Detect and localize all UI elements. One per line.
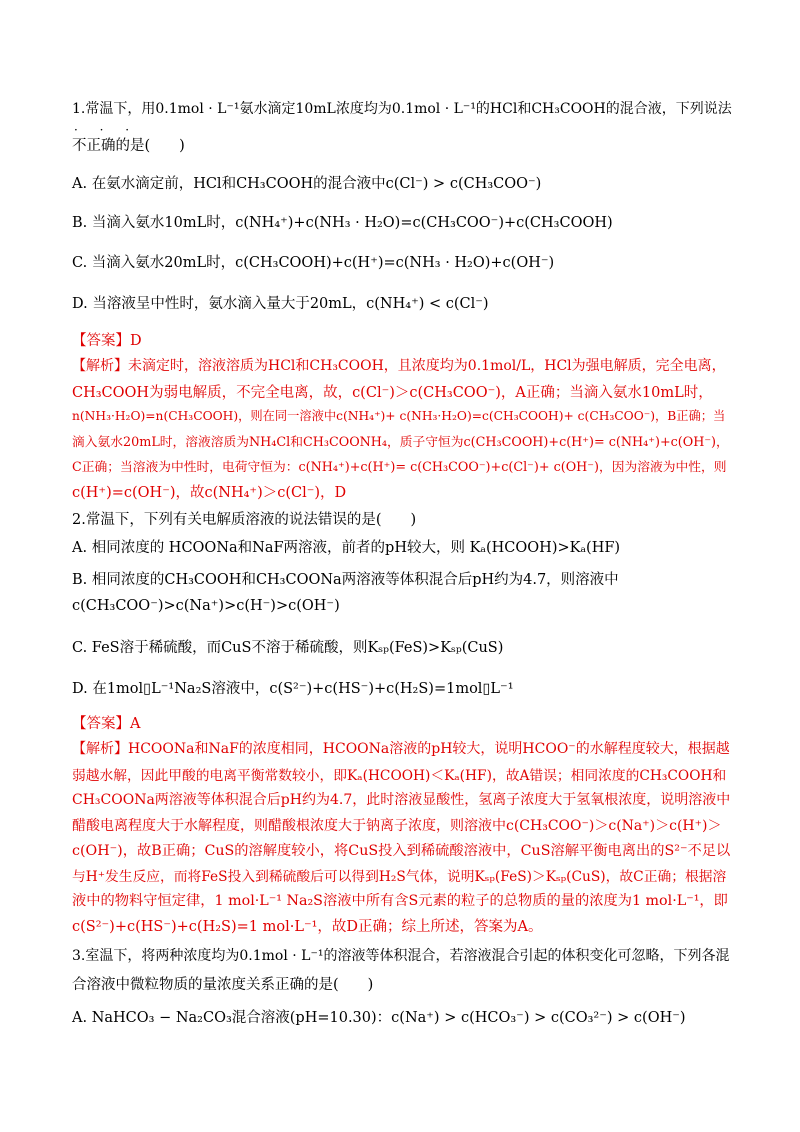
q1-analysis-line: 滴入氨水20mL时，溶液溶质为NH₄Cl和CH₃COONH₄，质子守恒为c(CH₃COOH)+c(H⁺)= c(NH₄⁺)+c(OH⁻)，	[72, 435, 729, 450]
q1-analysis-line: c(H⁺)=c(OH⁻)，故c(NH₄⁺)＞c(Cl⁻)，D	[72, 485, 347, 501]
q1-stem-line-2: 不正确的是( )	[72, 138, 185, 154]
q1-option-b: B. 当滴入氨水10mL时，c(NH₄⁺)+c(NH₃ · H₂O)=c(CH₃COO⁻)+c(CH₃COOH)	[72, 215, 613, 231]
q1-option-d: D. 当溶液呈中性时，氨水滴入量大于20mL，c(NH₄⁺) < c(Cl⁻)	[72, 296, 489, 312]
q2-analysis-line: 弱越水解，因此甲酸的电离平衡常数较小，即Kₐ(HCOOH)＜Kₐ(HF)，故A错误；相同浓度的CH₃COOH和	[72, 768, 727, 784]
q2-option-c: C. FeS溶于稀硫酸，而CuS不溶于稀硫酸，则Kₛₚ(FeS)>Kₛₚ(CuS)	[72, 640, 504, 656]
emphasis-dots: · · ·	[74, 123, 139, 137]
q2-analysis-line: 【解析】HCOONa和NaF的浓度相同，HCOONa溶液的pH较大，说明HCOO⁻的水解程度较大，根据越	[72, 741, 730, 757]
q2-stem: 2.常温下，下列有关电解质溶液的说法错误的是( )	[72, 512, 417, 528]
q1-analysis-line: CH₃COOH为弱电解质，不完全电离，故，c(Cl⁻)＞c(CH₃COO⁻)，A正确；当滴入氨水10mL时，	[72, 385, 713, 401]
q2-option-b-line-2: c(CH₃COO⁻)>c(Na⁺)>c(H⁻)>c(OH⁻)	[72, 598, 340, 614]
q1-analysis-line: n(NH₃·H₂O)=n(CH₃COOH)，则在同一溶液中c(NH₄⁺)+ c(NH₃·H₂O)=c(CH₃COOH)+ c(CH₃COO⁻)，B正确；当	[72, 409, 726, 423]
q3-option-a: A. NaHCO₃ − Na₂CO₃混合溶液(pH=10.30)：c(Na⁺) > c(HCO₃⁻) > c(CO₃²⁻) > c(OH⁻)	[72, 1010, 686, 1026]
q1-option-c: C. 当滴入氨水20mL时，c(CH₃COOH)+c(H⁺)=c(NH₃ · H₂O)+c(OH⁻)	[72, 255, 555, 271]
q2-answer: 【答案】A	[72, 716, 141, 732]
q1-analysis-line: 【解析】未滴定时，溶液溶质为HCl和CH₃COOH，且浓度均为0.1mol/L，HCl为强电解质，完全电离，	[72, 358, 726, 374]
q1-option-a: A. 在氨水滴定前，HCl和CH₃COOH的混合液中c(Cl⁻) > c(CH₃COO⁻)	[72, 176, 542, 192]
q2-analysis-line: c(OH⁻)，故B正确；CuS的溶解度较小，将CuS投入到稀硫酸溶液中，CuS溶解平衡电离出的S²⁻不足以	[72, 843, 731, 859]
q3-stem-line-1: 3.室温下，将两种浓度均为0.1mol · L⁻¹的溶液等体积混合，若溶液混合引起的体积变化可忽略，下列各混	[72, 948, 730, 964]
q2-option-b-line-1: B. 相同浓度的CH₃COOH和CH₃COONa两溶液等体积混合后pH约为4.7，则溶液中	[72, 572, 619, 588]
q3-stem-line-2: 合溶液中微粒物质的量浓度关系正确的是( )	[72, 977, 374, 993]
q1-answer: 【答案】D	[72, 333, 142, 349]
q1-analysis-line: C正确；当溶液为中性时，电荷守恒为：c(NH₄⁺)+c(H⁺)= c(CH₃COO⁻)+c(Cl⁻)+ c(OH⁻)，因为溶液为中性，则	[72, 460, 727, 475]
q1-stem-line-1: 1.常温下，用0.1mol · L⁻¹氨水滴定10mL浓度均为0.1mol · L⁻¹的HCl和CH₃COOH的混合液，下列说法	[72, 101, 732, 117]
q2-analysis-line: 液中的物料守恒定律，1 mol·L⁻¹ Na₂S溶液中所有含S元素的粒子的总物质的量的浓度为1 mol·L⁻¹，即	[72, 893, 728, 909]
q2-analysis-line: c(S²⁻)+c(HS⁻)+c(H₂S)=1 mol·L⁻¹，故D正确；综上所述，答案为A。	[72, 919, 543, 935]
q2-analysis-line: CH₃COONa两溶液等体积混合后pH约为4.7，此时溶液显酸性，氢离子浓度大于氢氧根浓度，说明溶液中	[72, 792, 731, 808]
q2-option-a: A. 相同浓度的 HCOONa和NaF两溶液，前者的pH较大，则 Kₐ(HCOOH)>Kₐ(HF)	[72, 540, 621, 556]
q2-analysis-line: 醋酸电离程度大于水解程度，则醋酸根浓度大于钠离子浓度，则溶液中c(CH₃COO⁻)＞c(Na⁺)＞c(H⁺)＞	[72, 818, 722, 834]
q2-analysis-line: 与H⁺发生反应，而将FeS投入到稀硫酸后可以得到H₂S气体，说明Kₛₚ(FeS)＞Kₛₚ(CuS)，故C正确；根据溶	[72, 869, 727, 885]
q2-option-d: D. 在1mol▯L⁻¹Na₂S溶液中，c(S²⁻)+c(HS⁻)+c(H₂S)=1mol▯L⁻¹	[72, 681, 514, 697]
